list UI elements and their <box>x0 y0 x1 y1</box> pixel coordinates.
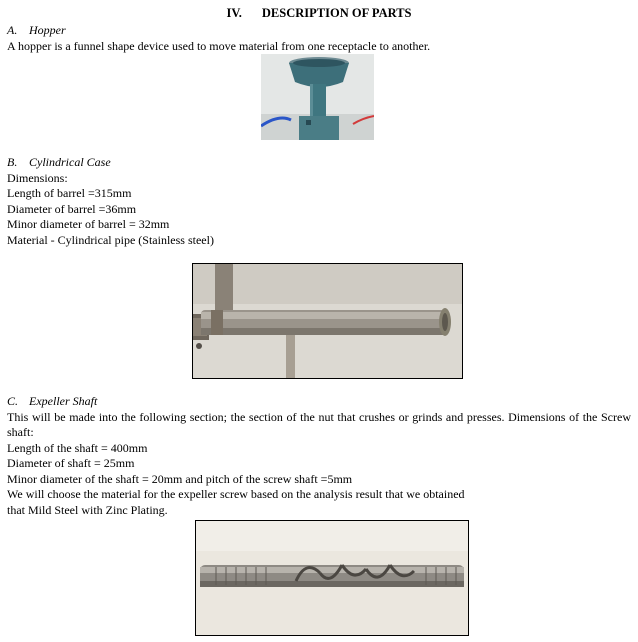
hopper-section <box>7 23 631 54</box>
case-line: Minor diameter of barrel = 32mm <box>7 217 170 231</box>
case-line: Diameter of barrel =36mm <box>7 201 137 216</box>
case-section <box>7 155 631 248</box>
shaft-heading <box>7 394 631 410</box>
barrel-illustration <box>193 264 462 378</box>
hopper-letter: A. <box>7 23 18 37</box>
hopper-heading <box>7 23 631 39</box>
shaft-line: Length of the shaft = 400mm <box>7 440 148 455</box>
case-line: Length of barrel =315mm <box>7 186 132 200</box>
case-letter: B. <box>7 155 18 169</box>
hopper-photo <box>261 54 374 140</box>
shaft-title: Expeller Shaft <box>29 394 98 408</box>
screw-shaft-photo <box>195 520 469 636</box>
hopper-title: Hopper <box>29 23 66 37</box>
shaft-intro: This will be made into the following section; the section of the nut that crushes or grinds and presses. Dimensions of the Screw shaft: <box>7 409 631 439</box>
section-heading <box>0 6 638 22</box>
shaft-line: that Mild Steel with Zinc Plating. <box>7 502 168 517</box>
case-title: Cylindrical Case <box>29 155 111 169</box>
hopper-illustration <box>261 54 374 140</box>
screw-illustration <box>196 521 468 635</box>
shaft-section <box>7 394 631 518</box>
hopper-description: A hopper is a funnel shape device used to move material from one receptacle to another. <box>7 38 431 53</box>
barrel-photo <box>192 263 463 379</box>
section-title: DESCRIPTION OF PARTS <box>261 6 412 20</box>
shaft-line: Diameter of shaft = 25mm <box>7 456 135 470</box>
shaft-letter: C. <box>7 394 19 408</box>
shaft-line: Minor diameter of the shaft = 20mm and pitch of the screw shaft =5mm <box>7 471 353 486</box>
case-line: Material - Cylindrical pipe (Stainless steel) <box>7 232 214 247</box>
case-heading <box>7 155 631 171</box>
section-number: IV. <box>226 6 242 20</box>
shaft-line: We will choose the material for the expeller screw based on the analysis result that we obtained <box>7 487 465 501</box>
case-line: Dimensions: <box>7 170 68 185</box>
